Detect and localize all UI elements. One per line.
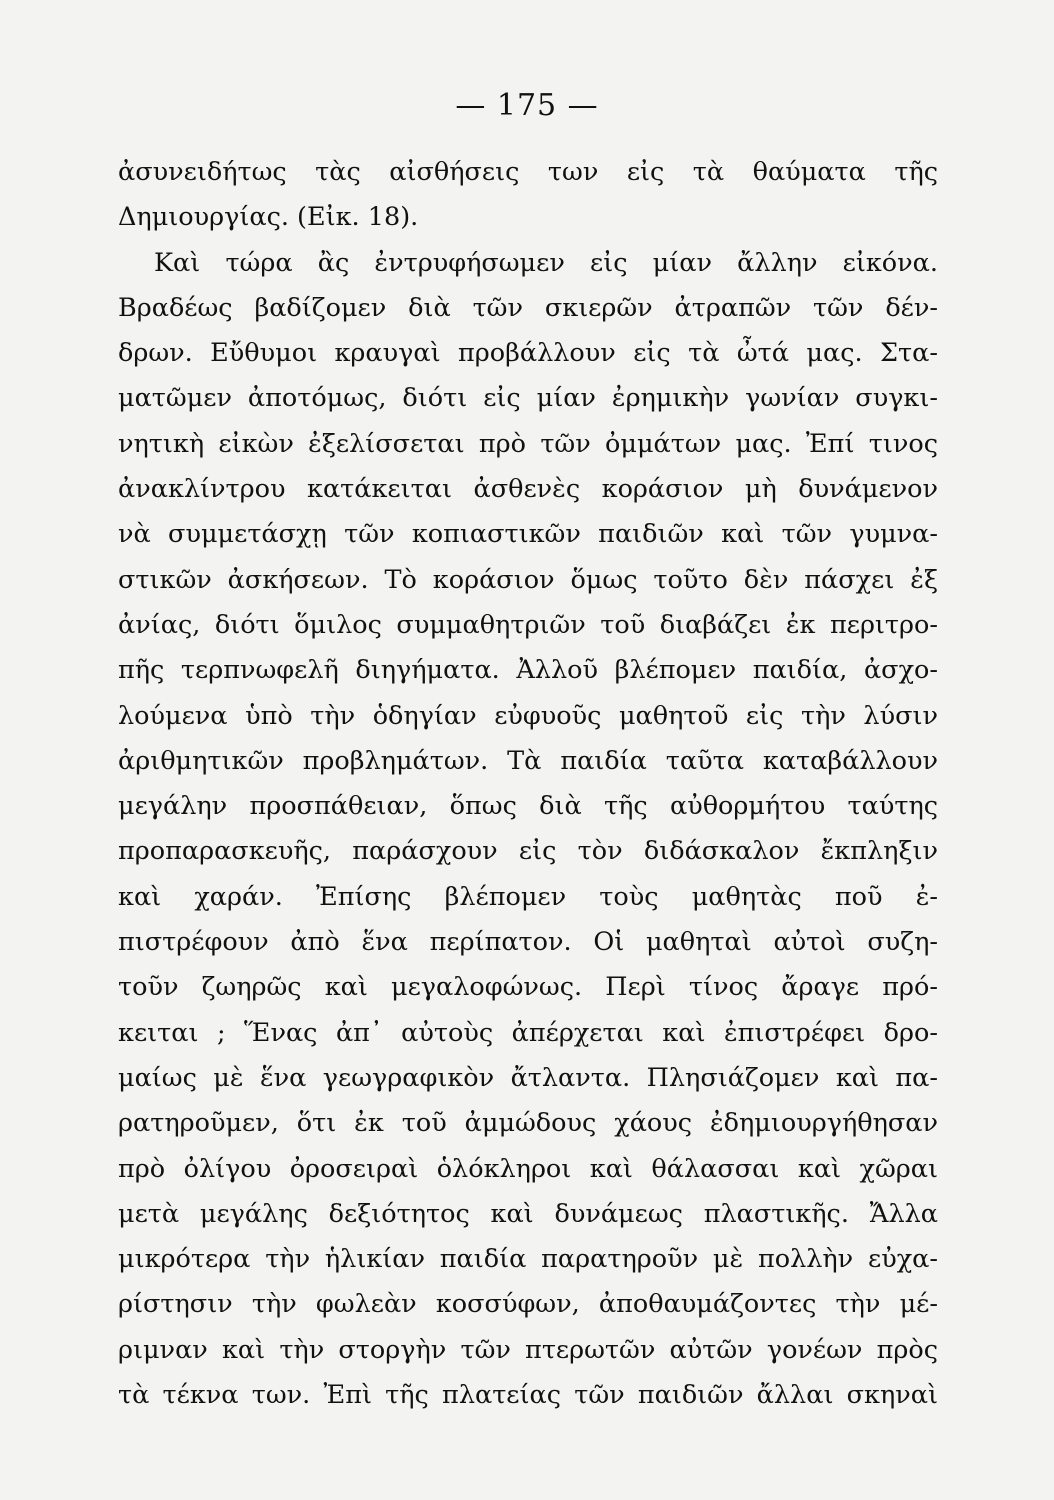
text-line: στικῶν ἀσκήσεων. Τὸ κοράσιον ὅμως τοῦτο δὲν πάσχει ἐξ: [118, 564, 938, 595]
text-line: Καὶ τώρα ἂς ἐντρυφήσωμεν εἰς μίαν ἄλλην εἰκόνα.: [154, 247, 938, 278]
text-line: νὰ συμμετάσχῃ τῶν κοπιαστικῶν παιδιῶν καὶ τῶν γυμνα-: [118, 519, 938, 550]
text-line: Βραδέως βαδίζομεν διὰ τῶν σκιερῶν ἀτραπῶν τῶν δέν-: [118, 292, 938, 323]
text-line: ματῶμεν ἀποτόμως, διότι εἰς μίαν ἐρημικὴν γωνίαν συγκι-: [118, 383, 938, 414]
text-line: ἀνίας, διότι ὅμιλος συμμαθητριῶν τοῦ διαβάζει ἐκ περιτρο-: [118, 609, 938, 640]
text-line: νητικὴ εἰκὼν ἐξελίσσεται πρὸ τῶν ὀμμάτων μας. Ἐπί τινος: [118, 428, 938, 459]
text-line: πρὸ ὀλίγου ὀροσειραὶ ὁλόκληροι καὶ θάλασσαι καὶ χῶραι: [118, 1153, 938, 1184]
body-text: [118, 150, 938, 1418]
text-line: λούμενα ὑπὸ τὴν ὁδηγίαν εὐφυοῦς μαθητοῦ εἰς τὴν λύσιν: [118, 700, 938, 731]
text-line: κειται ; Ἕνας ἀπ᾽ αὐτοὺς ἀπέρχεται καὶ ἐπιστρέφει δρο-: [118, 1017, 938, 1048]
page-number: — 175 —: [455, 88, 599, 123]
text-line: μεγάλην προσπάθειαν, ὅπως διὰ τῆς αὐθορμήτου ταύτης: [118, 791, 938, 822]
text-line: Δημιουργίας. (Εἰκ. 18).: [118, 202, 419, 233]
text-line: μαίως μὲ ἕνα γεωγραφικὸν ἄτλαντα. Πλησιάζομεν καὶ πα-: [118, 1062, 938, 1093]
text-line: δρων. Εὔθυμοι κραυγαὶ προβάλλουν εἰς τὰ ὦτά μας. Στα-: [118, 338, 938, 369]
text-line: ἀριθμητικῶν προβλημάτων. Τὰ παιδία ταῦτα καταβάλλουν: [118, 745, 938, 776]
text-line: ριμναν καὶ τὴν στοργὴν τῶν πτερωτῶν αὐτῶν γονέων πρὸς: [118, 1334, 938, 1365]
text-line: τοῦν ζωηρῶς καὶ μεγαλοφώνως. Περὶ τίνος ἄραγε πρό-: [118, 972, 938, 1003]
text-line: τὰ τέκνα των. Ἐπὶ τῆς πλατείας τῶν παιδιῶν ἄλλαι σκηναὶ: [118, 1380, 938, 1411]
text-line: μικρότερα τὴν ἡλικίαν παιδία παρατηροῦν μὲ πολλὴν εὐχα-: [118, 1244, 938, 1275]
text-line: ρατηροῦμεν, ὅτι ἐκ τοῦ ἀμμώδους χάους ἐδημιουργήθησαν: [118, 1108, 938, 1139]
text-line: ἀνακλίντρου κατάκειται ἀσθενὲς κοράσιον μὴ δυνάμενον: [118, 474, 938, 505]
text-line: πιστρέφουν ἀπὸ ἕνα περίπατον. Οἱ μαθηταὶ αὐτοὶ συζη-: [118, 927, 938, 958]
text-line: προπαρασκευῆς, παράσχουν εἰς τὸν διδάσκαλον ἔκπληξιν: [118, 836, 938, 867]
text-line: μετὰ μεγάλης δεξιότητος καὶ δυνάμεως πλαστικῆς. Ἄλλα: [118, 1198, 938, 1229]
text-line: πῆς τερπνωφελῆ διηγήματα. Ἀλλοῦ βλέπομεν παιδία, ἀσχο-: [118, 655, 938, 686]
text-line: καὶ χαράν. Ἐπίσης βλέπομεν τοὺς μαθητὰς ποῦ ἐ-: [118, 881, 938, 912]
text-line: ρίστησιν τὴν φωλεὰν κοσσύφων, ἀποθαυμάζοντες τὴν μέ-: [118, 1289, 938, 1320]
text-line: ἀσυνειδήτως τὰς αἰσθήσεις των εἰς τὰ θαύματα τῆς: [118, 157, 938, 187]
